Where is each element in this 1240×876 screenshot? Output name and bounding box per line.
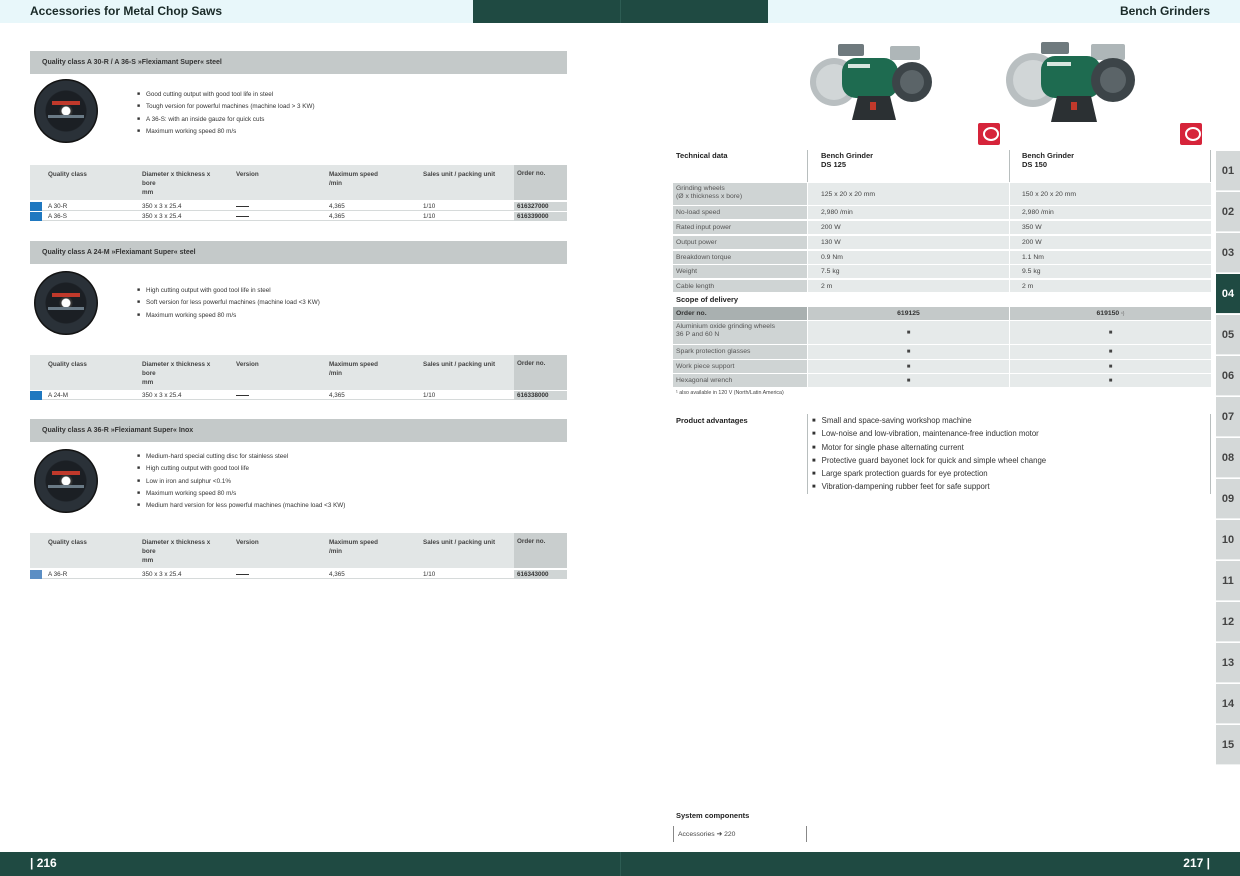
- chapter-tab-02[interactable]: 02: [1216, 192, 1240, 232]
- chapter-tab-05[interactable]: 05: [1216, 315, 1240, 355]
- max-speed-cell: 4,365: [329, 571, 345, 578]
- order-no-cell: 616338000: [514, 391, 567, 400]
- dimensions-cell: 350 x 3 x 25.4: [142, 571, 182, 578]
- divider: [807, 150, 808, 182]
- table-header: [30, 533, 567, 568]
- scope-check-ds125: ■: [808, 360, 1009, 373]
- top-bar-accent-left: [473, 0, 620, 23]
- chapter-tab-14[interactable]: 14: [1216, 684, 1240, 724]
- spec-value-ds125: 2,980 /min: [808, 206, 1009, 219]
- feature-item: ■ High cutting output with good tool life in steel: [137, 287, 320, 299]
- col-sales-unit: Sales unit / packing unit: [423, 171, 496, 178]
- dimensions-cell: 350 x 3 x 25.4: [142, 392, 182, 399]
- ds125-title-line1: Bench Grinder: [821, 151, 874, 160]
- ds150-title: [1022, 151, 1074, 169]
- page-number-left: | 216: [30, 856, 57, 870]
- section-title: Quality class A 36-R »Flexiamant Super« Inox: [30, 419, 567, 442]
- spec-row: [673, 183, 1211, 205]
- feature-list: [137, 91, 315, 140]
- order-no-cell: 616343000: [514, 570, 567, 579]
- divider: [1210, 150, 1211, 182]
- col-order-no: Order no.: [514, 165, 567, 200]
- spec-value-ds150: 2,980 /min: [1010, 206, 1211, 219]
- divider: [620, 852, 621, 876]
- color-swatch: [30, 202, 42, 211]
- scope-order-row: [673, 307, 1211, 320]
- scope-of-delivery-title: Scope of delivery: [676, 295, 739, 304]
- spec-label: Rated input power: [673, 221, 807, 234]
- chapter-tab-03[interactable]: 03: [1216, 233, 1240, 273]
- spec-value-ds125: 125 x 20 x 20 mm: [808, 183, 1009, 205]
- quality-class-cell: A 24-M: [48, 392, 68, 399]
- spec-label: Grinding wheels (Ø x thickness x bore): [673, 183, 807, 205]
- spec-value-ds150: 200 W: [1010, 236, 1211, 249]
- order-no-ds125: 619125: [808, 307, 1009, 320]
- advantage-item: ■ Protective guard bayonet lock for quick and simple wheel change: [812, 456, 1046, 469]
- sales-unit-cell: 1/10: [423, 571, 436, 578]
- feature-item: ■ Soft version for less powerful machines (machine load <3 KW): [137, 299, 320, 311]
- table-header: [30, 355, 567, 390]
- feature-item: ■ Medium hard version for less powerful machines (machine load <3 KW): [137, 502, 345, 514]
- version-dash: [236, 574, 249, 575]
- spec-value-ds150: 150 x 20 x 20 mm: [1010, 183, 1211, 205]
- scope-item-label: Aluminium oxide grinding wheels 36 P and 60 N: [673, 321, 807, 344]
- spec-label: Output power: [673, 236, 807, 249]
- feature-item: ■ Maximum working speed 80 m/s: [137, 128, 315, 140]
- feature-item: ■ Good cutting output with good tool life in steel: [137, 91, 315, 103]
- right-page-title: Bench Grinders: [1119, 4, 1210, 18]
- color-swatch: [30, 212, 42, 221]
- spec-value-ds125: 2 m: [808, 280, 1009, 292]
- scope-row: [673, 345, 1211, 359]
- order-no-ds150: [1010, 307, 1211, 320]
- col-version: Version: [236, 361, 259, 368]
- feature-item: ■ Maximum working speed 80 m/s: [137, 312, 320, 324]
- col-max-speed: Maximum speed /min: [329, 539, 378, 555]
- advantage-item: ■ Low-noise and low-vibration, maintenance-free induction motor: [812, 429, 1046, 442]
- scope-check-ds125: ■: [808, 345, 1009, 359]
- advantage-item: ■ Large spark protection guards for eye protection: [812, 469, 1046, 482]
- max-speed-cell: 4,365: [329, 213, 345, 220]
- ds150-title-line1: Bench Grinder: [1022, 151, 1075, 160]
- order-no-ds150-value: 619150: [1096, 310, 1120, 317]
- scope-check-ds150: ■: [1010, 321, 1211, 344]
- spec-value-ds150: 1.1 Nm: [1010, 251, 1211, 264]
- left-page-title: Accessories for Metal Chop Saws: [30, 4, 223, 18]
- spec-row: [673, 236, 1211, 249]
- technical-data-label: Technical data: [676, 151, 728, 160]
- product-image-ds150: [1005, 40, 1140, 125]
- spec-value-ds150: 9.5 kg: [1010, 265, 1211, 278]
- spec-label: No-load speed: [673, 206, 807, 219]
- scope-item-label: Hexagonal wrench: [673, 374, 807, 387]
- section-title: Quality class A 30-R / A 36-S »Flexiamant Super« steel: [30, 51, 567, 74]
- version-dash: [236, 206, 249, 207]
- col-max-speed: Maximum speed /min: [329, 171, 378, 187]
- top-bar-accent-right: [620, 0, 768, 23]
- spec-value-ds125: 130 W: [808, 236, 1009, 249]
- col-dimensions: Diameter x thickness x bore mm: [142, 171, 211, 196]
- chapter-tab-07[interactable]: 07: [1216, 397, 1240, 437]
- chapter-tab-11[interactable]: 11: [1216, 561, 1240, 601]
- product-advantages-list: [812, 416, 1046, 496]
- color-swatch: [30, 391, 42, 400]
- feature-list: [137, 453, 345, 514]
- col-version: Version: [236, 171, 259, 178]
- spec-value-ds125: 7.5 kg: [808, 265, 1009, 278]
- ds125-title-line2: DS 125: [821, 160, 847, 169]
- ds125-title: [821, 151, 873, 169]
- col-quality-class: Quality class: [48, 361, 87, 368]
- spec-value-ds150: 2 m: [1010, 280, 1211, 292]
- product-advantages-label: Product advantages: [676, 416, 748, 425]
- disc-label: [52, 293, 80, 297]
- order-no-cell: 616327000: [514, 202, 567, 211]
- chapter-tab-13[interactable]: 13: [1216, 643, 1240, 683]
- col-sales-unit: Sales unit / packing unit: [423, 361, 496, 368]
- disc-label: [48, 485, 84, 488]
- advantage-item: ■ Motor for single phase alternating current: [812, 443, 1046, 456]
- spec-value-ds150: 350 W: [1010, 221, 1211, 234]
- product-image-ds125: [808, 40, 943, 125]
- quality-class-cell: A 36-S: [48, 213, 67, 220]
- induction-motor-badge-icon: [978, 123, 1000, 145]
- dimensions-cell: 350 x 3 x 25.4: [142, 203, 182, 210]
- spec-row: [673, 251, 1211, 264]
- table-row: [30, 570, 567, 579]
- sales-unit-cell: 1/10: [423, 392, 436, 399]
- table-row: [30, 391, 567, 400]
- chapter-tab-15[interactable]: 15: [1216, 725, 1240, 765]
- col-order-no: Order no.: [514, 533, 567, 568]
- dimensions-cell: 350 x 3 x 25.4: [142, 213, 182, 220]
- feature-item: ■ A 36-S: with an inside gauze for quick cuts: [137, 116, 315, 128]
- induction-motor-badge-icon: [1180, 123, 1202, 145]
- col-order-no: Order no.: [514, 355, 567, 390]
- cutting-disc-image: [34, 79, 98, 143]
- sales-unit-cell: 1/10: [423, 203, 436, 210]
- spec-row: [673, 206, 1211, 219]
- color-swatch: [30, 570, 42, 579]
- scope-check-ds150: ■: [1010, 345, 1211, 359]
- max-speed-cell: 4,365: [329, 203, 345, 210]
- scope-check-ds125: ■: [808, 321, 1009, 344]
- col-max-speed: Maximum speed /min: [329, 361, 378, 377]
- accessories-link[interactable]: Accessories ➜ 220: [673, 826, 807, 842]
- divider: [1009, 150, 1010, 182]
- feature-item: ■ High cutting output with good tool life: [137, 465, 345, 477]
- disc-label: [52, 471, 80, 475]
- footnote-marker: ¹): [1121, 311, 1125, 317]
- sales-unit-cell: 1/10: [423, 213, 436, 220]
- chapter-tab-09[interactable]: 09: [1216, 479, 1240, 519]
- chapter-tab-06[interactable]: 06: [1216, 356, 1240, 396]
- col-version: Version: [236, 539, 259, 546]
- bottom-bar: [0, 852, 1240, 876]
- table-row: [30, 212, 567, 221]
- chapter-tab-10[interactable]: 10: [1216, 520, 1240, 560]
- scope-row: [673, 321, 1211, 344]
- scope-item-label: Spark protection glasses: [673, 345, 807, 359]
- scope-check-ds125: ■: [808, 374, 1009, 387]
- section-title: Quality class A 24-M »Flexiamant Super« steel: [30, 241, 567, 264]
- disc-label: [48, 307, 84, 310]
- table-header: [30, 165, 567, 200]
- scope-item-label: Work piece support: [673, 360, 807, 373]
- chapter-tab-01[interactable]: 01: [1216, 151, 1240, 191]
- spec-value-ds125: 200 W: [808, 221, 1009, 234]
- version-dash: [236, 395, 249, 396]
- feature-item: ■ Low in iron and sulphur <0.1%: [137, 478, 345, 490]
- system-components-title: System components: [676, 811, 750, 820]
- feature-list: [137, 287, 320, 324]
- col-dimensions: Diameter x thickness x bore mm: [142, 361, 211, 386]
- spec-row: [673, 265, 1211, 278]
- spec-label: Weight: [673, 265, 807, 278]
- order-no-label: Order no.: [673, 307, 807, 320]
- disc-label: [48, 115, 84, 118]
- spec-row: [673, 221, 1211, 234]
- col-quality-class: Quality class: [48, 171, 87, 178]
- chapter-tab-12[interactable]: 12: [1216, 602, 1240, 642]
- spec-label: Breakdown torque: [673, 251, 807, 264]
- col-quality-class: Quality class: [48, 539, 87, 546]
- cutting-disc-image: [34, 271, 98, 335]
- advantage-item: ■ Small and space-saving workshop machine: [812, 416, 1046, 429]
- divider: [1210, 414, 1211, 494]
- spec-row: [673, 280, 1211, 292]
- spec-label: Cable length: [673, 280, 807, 292]
- quality-class-cell: A 36-R: [48, 571, 68, 578]
- cutting-disc-image: [34, 449, 98, 513]
- col-dimensions: Diameter x thickness x bore mm: [142, 539, 211, 564]
- spec-value-ds125: 0.9 Nm: [808, 251, 1009, 264]
- scope-row: [673, 360, 1211, 373]
- top-bar: [0, 0, 1240, 23]
- page-number-right: 217 |: [1183, 856, 1210, 870]
- feature-item: ■ Tough version for powerful machines (machine load > 3 KW): [137, 103, 315, 115]
- col-sales-unit: Sales unit / packing unit: [423, 539, 496, 546]
- ds150-title-line2: DS 150: [1022, 160, 1048, 169]
- order-no-cell: 616339000: [514, 212, 567, 221]
- max-speed-cell: 4,365: [329, 392, 345, 399]
- scope-row: [673, 374, 1211, 387]
- divider: [807, 414, 808, 494]
- feature-item: ■ Maximum working speed 80 m/s: [137, 490, 345, 502]
- scope-check-ds150: ■: [1010, 360, 1211, 373]
- chapter-tab-04[interactable]: 04: [1216, 274, 1240, 314]
- version-dash: [236, 216, 249, 217]
- quality-class-cell: A 30-R: [48, 203, 68, 210]
- chapter-tab-08[interactable]: 08: [1216, 438, 1240, 478]
- disc-label: [52, 101, 80, 105]
- footnote: ¹ also available in 120 V (North/Latin America): [676, 390, 784, 396]
- scope-check-ds150: ■: [1010, 374, 1211, 387]
- feature-item: ■ Medium-hard special cutting disc for stainless steel: [137, 453, 345, 465]
- advantage-item: ■ Vibration-dampening rubber feet for safe support: [812, 482, 1046, 495]
- table-row: [30, 202, 567, 211]
